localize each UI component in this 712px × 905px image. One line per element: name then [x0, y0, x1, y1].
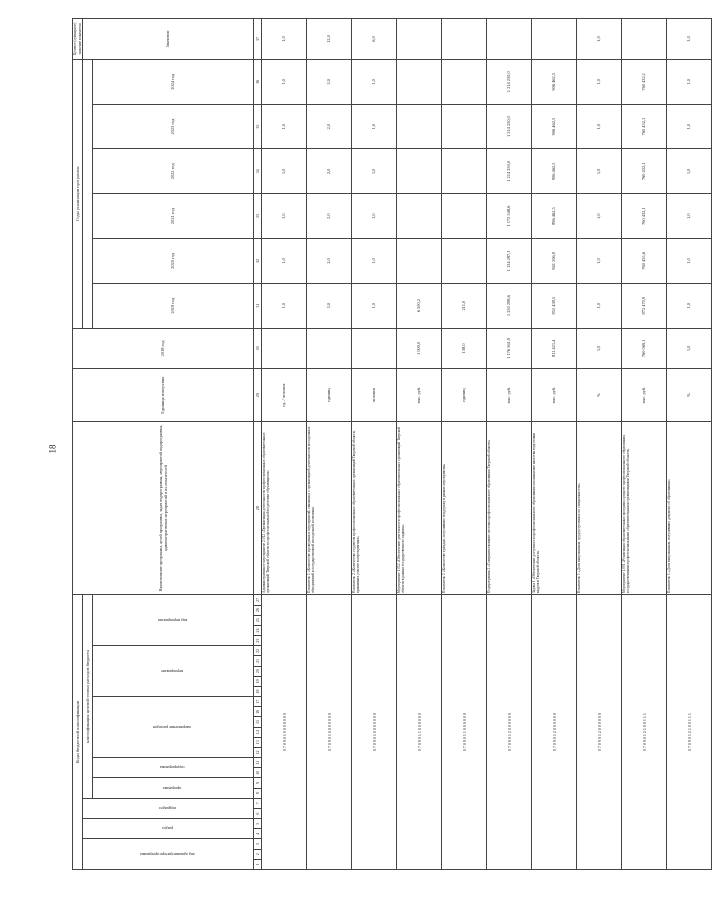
unit-cell: % [577, 369, 622, 422]
year-value-cell: 1 214 250,0 [487, 149, 532, 194]
year-value-cell: 1,0 [667, 104, 712, 149]
year-value-cell: 872 470,9 [622, 283, 667, 328]
table-row [442, 19, 487, 870]
year-value-cell: 1,0 [667, 283, 712, 328]
unit-cell: единиц [442, 369, 487, 422]
column-number: 32 [254, 239, 262, 284]
column-number: 10 [254, 768, 262, 778]
year-value-cell [397, 194, 442, 239]
year-value-cell: 1,0 [352, 239, 397, 284]
column-number: 21 [254, 656, 262, 666]
header-subprogram: подпрограмма [93, 758, 254, 778]
item-name-cell: Задача 1 «Обеспечение доступности профессионального образования и повышение качества подготовки кадров в Тверской области» [532, 422, 577, 595]
column-number: 23 [254, 636, 262, 646]
column-number: 2 [254, 849, 262, 859]
column-number: 30 [254, 328, 262, 369]
base-year-value-cell: 1,0 [667, 328, 712, 369]
column-number: 28 [254, 422, 262, 595]
target-value-cell [442, 19, 487, 60]
target-value-cell: 1,0 [577, 19, 622, 60]
year-value-cell [397, 149, 442, 194]
header-base-year: 2018 год [73, 328, 254, 369]
year-value-cell [442, 194, 487, 239]
item-name-cell: Мероприятие 1.012 «Обеспечение деятельности профессиональных образовательных организаций Тверской области в рамках государственного задания» [397, 422, 442, 595]
year-value-cell: 1 214 250,0 [487, 104, 532, 149]
rotated-table-area [72, 18, 692, 870]
target-value-cell: 1,0 [667, 19, 712, 60]
year-value-cell: 2,0 [307, 283, 352, 328]
target-value-cell [397, 19, 442, 60]
year-value-cell: 211,0 [442, 283, 487, 328]
header-unit-col: Единица измерения [73, 369, 254, 422]
year-value-cell: 1,0 [577, 239, 622, 284]
column-number: 25 [254, 615, 262, 625]
year-value-cell: 1,0 [667, 239, 712, 284]
year-value-cell: 1 250 298,6 [487, 283, 532, 328]
column-number: 34 [254, 149, 262, 194]
year-value-cell: 760 455,6 [622, 239, 667, 284]
year-value-cell: 1,0 [262, 239, 307, 284]
year-value-cell: 1,0 [262, 194, 307, 239]
header-admin-code: код администратора программы [83, 839, 254, 870]
table-row [667, 19, 712, 870]
year-value-cell: 1,0 [262, 283, 307, 328]
unit-cell: тыс. руб. [532, 369, 577, 422]
column-number: 4 [254, 829, 262, 839]
column-number: 26 [254, 605, 262, 615]
column-number: 36 [254, 59, 262, 104]
header-item-type: вид мероприятия [93, 595, 254, 646]
table-row [307, 19, 352, 870]
year-value-cell: 2,0 [307, 239, 352, 284]
header-value-col: Значение [83, 19, 254, 60]
header-codes-group: Коды бюджетной классификации [73, 595, 83, 870]
column-number: 35 [254, 104, 262, 149]
base-year-value-cell [352, 328, 397, 369]
year-value-cell [442, 104, 487, 149]
column-number: 17 [254, 697, 262, 707]
column-number: 12 [254, 747, 262, 757]
column-number: 20 [254, 666, 262, 676]
program-table [72, 18, 712, 870]
column-number-row [254, 19, 262, 870]
column-number: 3 [254, 839, 262, 849]
year-value-cell: 2,0 [307, 149, 352, 194]
header-measure: мероприятие [93, 646, 254, 697]
base-year-value-cell: 1 176 561,9 [487, 328, 532, 369]
column-number: 1 [254, 859, 262, 869]
year-value-cell: 1,0 [577, 194, 622, 239]
target-value-cell [487, 19, 532, 60]
target-value-cell: 12,0 [307, 19, 352, 60]
column-number: 27 [254, 595, 262, 605]
unit-cell: тыс. руб. [397, 369, 442, 422]
column-number: 15 [254, 717, 262, 727]
year-value-cell: 1,0 [577, 149, 622, 194]
budget-code-cell: 0 7 0 9 0 1 2 0 0 0 0 0 0 [577, 595, 622, 870]
year-value-cell: 855 438,5 [532, 283, 577, 328]
table-row [487, 19, 532, 870]
item-name-cell: Мероприятие 1.001 «Реализация образовательных программ среднего профессионального образования государственными профессиональными образовательными организациями Тверской области» [622, 422, 667, 595]
year-value-cell [442, 239, 487, 284]
base-year-value-cell: 760 069,1 [622, 328, 667, 369]
unit-cell: ед. / человек [262, 369, 307, 422]
year-value-cell: 2,0 [307, 194, 352, 239]
header-year-3: 2021 год [93, 194, 254, 239]
year-value-cell: 2,0 [307, 104, 352, 149]
budget-code-cell: 0 7 0 9 0 1 0 0 0 0 0 0 0 [307, 595, 352, 870]
year-value-cell: 1,0 [352, 104, 397, 149]
base-year-value-cell: 1 000,0 [397, 328, 442, 369]
header-years-spacer [83, 59, 93, 328]
budget-code-cell: 0 7 0 9 0 1 2 0 0 0 0 0 0 [532, 595, 577, 870]
column-number: 33 [254, 194, 262, 239]
header-program: программа [93, 778, 254, 798]
header-planned-group: Годы реализации программы [73, 59, 83, 328]
year-value-cell [397, 59, 442, 104]
column-number: 31 [254, 283, 262, 328]
item-name-cell: Показатель 1 «Количество граждан, получивших поддержку в рамках мероприятия» [442, 422, 487, 595]
year-value-cell [397, 239, 442, 284]
year-value-cell: 1,0 [577, 104, 622, 149]
year-value-cell: 1,0 [352, 149, 397, 194]
column-number: 13 [254, 737, 262, 747]
table-body [254, 19, 712, 870]
base-year-value-cell: 811 421,4 [532, 328, 577, 369]
column-number: 5 [254, 819, 262, 829]
year-value-cell: 896 462,5 [532, 194, 577, 239]
year-value-cell: 841 506,9 [532, 239, 577, 284]
column-number: 16 [254, 707, 262, 717]
year-value-cell: 1,0 [577, 283, 622, 328]
year-value-cell [397, 104, 442, 149]
budget-code-cell: 0 7 0 9 0 1 2 0 0 0 0 0 0 [487, 595, 532, 870]
table-row [352, 19, 397, 870]
column-number: 8 [254, 788, 262, 798]
year-value-cell: 1,0 [352, 59, 397, 104]
column-number: 19 [254, 676, 262, 686]
base-year-value-cell [307, 328, 352, 369]
column-number: 22 [254, 646, 262, 656]
budget-code-cell: 0 7 0 9 0 1 0 0 0 0 0 0 0 [352, 595, 397, 870]
budget-code-cell: 0 7 0 9 0 1 0 0 0 0 0 0 0 [262, 595, 307, 870]
column-number: 18 [254, 686, 262, 696]
column-number: 24 [254, 625, 262, 635]
table-row [622, 19, 667, 870]
year-value-cell: 1,0 [577, 59, 622, 104]
unit-cell: человек [352, 369, 397, 422]
base-year-value-cell: 138,0 [442, 328, 487, 369]
item-name-cell: Показатель 1 «Доля выпускников, получивших документ об образовании» [667, 422, 712, 595]
budget-code-cell: 0 7 0 9 0 1 2 1 0 0 1 1 1 [667, 595, 712, 870]
target-value-cell [532, 19, 577, 60]
year-value-cell: 1,0 [262, 149, 307, 194]
column-number: 9 [254, 778, 262, 788]
table-row [577, 19, 622, 870]
header-year-6: 2024 год [93, 59, 254, 104]
item-name-cell: Подпрограмма 2 «Совершенствование системы профессионального образования Тверской области» [487, 422, 532, 595]
year-value-cell [442, 59, 487, 104]
year-value-cell: 1,0 [667, 59, 712, 104]
header-name-col: Наименование программы, целей программы, задач подпрограммы, мероприятий подпрограммы, административных мероприятий и их показателей [73, 422, 254, 595]
header-section: раздел [83, 819, 254, 839]
year-value-cell: 760 432,1 [622, 59, 667, 104]
base-year-value-cell: 1,0 [577, 328, 622, 369]
column-number: 7 [254, 798, 262, 808]
unit-cell: единиц [307, 369, 352, 422]
header-year-4: 2022 год [93, 149, 254, 194]
year-value-cell [442, 149, 487, 194]
year-value-cell: 1 172 548,6 [487, 194, 532, 239]
header-target-group: Целевое (суммарное) значение показателя [73, 19, 83, 60]
target-value-cell: 6,0 [352, 19, 397, 60]
base-year-value-cell [262, 328, 307, 369]
table-row [532, 19, 577, 870]
year-value-cell: 6 500,2 [397, 283, 442, 328]
item-name-cell: Показатель 1 «Количество проведенных мероприятий, связанных с организацией деятельности молодежных объединений и государственной молодежной политики» [307, 422, 352, 595]
unit-cell: % [667, 369, 712, 422]
target-value-cell: 1,0 [262, 19, 307, 60]
table-wrapper [72, 18, 692, 870]
unit-cell: тыс. руб. [487, 369, 532, 422]
year-value-cell: 1,0 [352, 194, 397, 239]
page-number: 18 [47, 444, 58, 454]
item-name-cell: Показатель 1 «Доля выпускников, трудоустроенных по специальности» [577, 422, 622, 595]
target-value-cell [622, 19, 667, 60]
budget-code-cell: 0 7 0 9 0 1 1 0 0 0 0 0 0 [442, 595, 487, 870]
header-year-5: 2023 год [93, 104, 254, 149]
year-value-cell: 2,0 [307, 59, 352, 104]
year-value-cell: 906 462,5 [532, 104, 577, 149]
column-number: 14 [254, 727, 262, 737]
header-subsection: подраздел [83, 798, 254, 818]
year-value-cell: 1,0 [667, 194, 712, 239]
header-year-2: 2020 год [93, 239, 254, 284]
header-direction: направление расходов [93, 697, 254, 758]
year-value-cell: 906 462,5 [532, 149, 577, 194]
column-number: 6 [254, 808, 262, 818]
year-value-cell: 1,0 [262, 59, 307, 104]
table-row [262, 19, 307, 870]
item-name-cell: Показатель 2 «Количество студентов профессиональных образовательных организаций Тверской области, принявших участие в мероприятиях» [352, 422, 397, 595]
unit-cell: тыс. руб. [622, 369, 667, 422]
year-value-cell: 760 432,1 [622, 149, 667, 194]
header-year-1: 2019 год [93, 283, 254, 328]
year-value-cell: 1,0 [262, 104, 307, 149]
year-value-cell: 1,0 [667, 149, 712, 194]
table-row [397, 19, 442, 870]
year-value-cell: 760 432,1 [622, 194, 667, 239]
year-value-cell: 906 462,5 [532, 59, 577, 104]
year-value-cell: 760 432,1 [622, 104, 667, 149]
year-value-cell: 1 134 287,1 [487, 239, 532, 284]
year-value-cell: 1 214 250,0 [487, 59, 532, 104]
column-number: 11 [254, 758, 262, 768]
item-name-cell: Административное мероприятие 2.012 «Организация деятельности профессиональных образовательных организаций Тверской области по профессиональной подготовке обучающихся» [262, 422, 307, 595]
budget-code-cell: 0 7 0 9 0 1 2 1 0 0 1 1 1 [622, 595, 667, 870]
column-number: 37 [254, 19, 262, 60]
year-value-cell: 1,0 [352, 283, 397, 328]
column-number: 29 [254, 369, 262, 422]
budget-code-cell: 0 7 0 9 0 1 1 0 0 0 0 0 0 [397, 595, 442, 870]
header-target-article: классификация целевой статьи расходов бюджета [83, 595, 93, 799]
